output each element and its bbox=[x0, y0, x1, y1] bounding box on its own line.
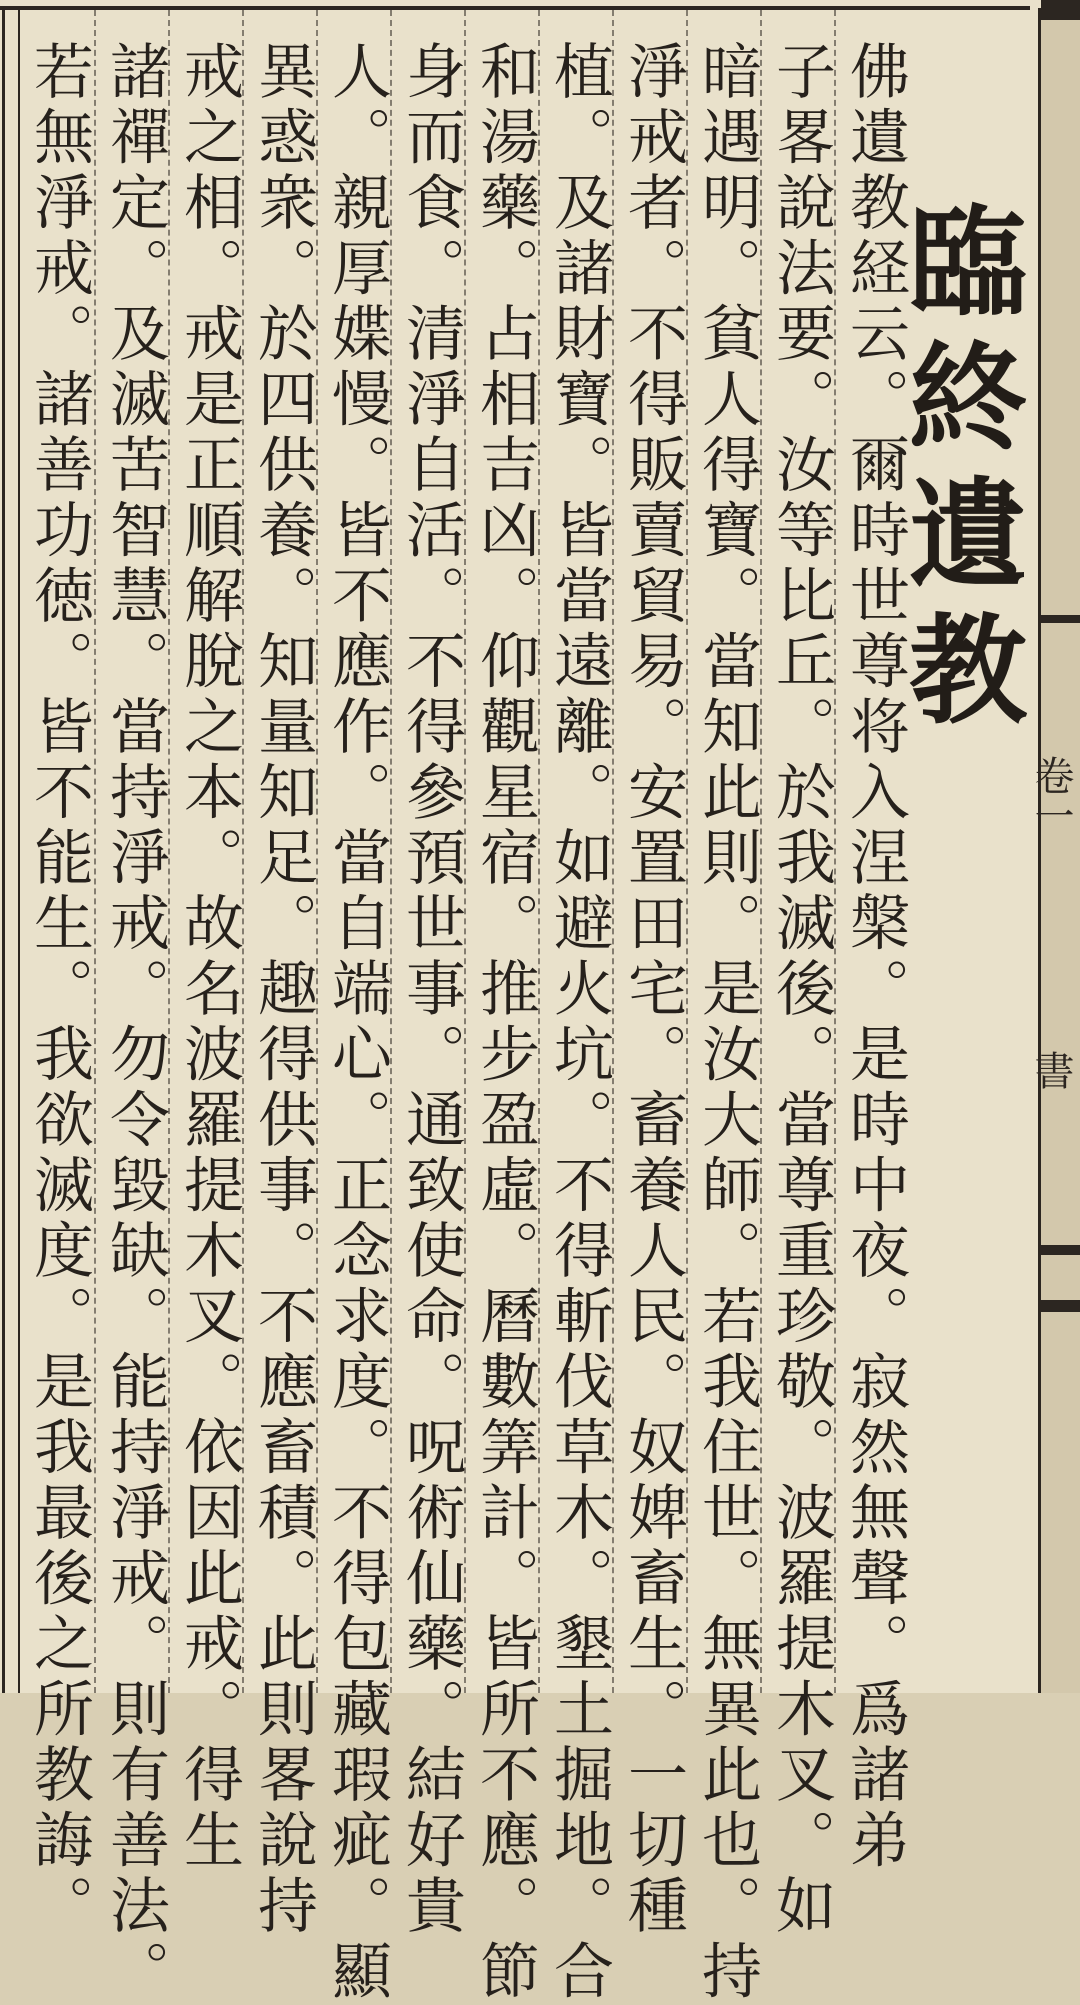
fold-mark bbox=[1041, 615, 1080, 623]
text-column: 若無淨戒。諸善功徳。皆不能生。我欲滅度。是我最後之所教誨。 bbox=[24, 40, 94, 1940]
text-column: 戒之相。戒是正順解脫之本。故名波羅提木叉。依因此戒。得生 bbox=[174, 40, 244, 1874]
fold-mark bbox=[1041, 0, 1080, 20]
text-column: 子畧說法要。汝等比丘。於我滅後。當尊重珍敬。波羅提木叉。如 bbox=[766, 40, 836, 1940]
text-column: 淨戒者。不得販賣貿易。安置田宅。畜養人民。奴婢畜生。一切種 bbox=[618, 40, 688, 1940]
left-inner-border bbox=[18, 8, 20, 1693]
text-column: 異惑衆。於四供養。知量知足。趣得供事。不應畜積。此則畧說持 bbox=[248, 40, 318, 1940]
text-column: 身而食。清淨自活。不得參預世事。通致使命。呪術仙藥。結好貴 bbox=[396, 40, 466, 1940]
fold-volume-label: 卷一 bbox=[1028, 755, 1074, 835]
top-border-rule bbox=[0, 6, 1030, 10]
text-column: 暗遇明。貧人得寶。當知此則。是汝大師。若我住世。無異此也。持 bbox=[692, 40, 762, 2005]
fold-mark bbox=[1041, 1300, 1080, 1312]
left-outer-border bbox=[2, 8, 5, 1693]
text-column: 和湯藥。占相吉凶。仰觀星宿。推步盈虛。曆數筭計。皆所不應。節 bbox=[470, 40, 540, 2005]
page-fold-strip bbox=[1028, 0, 1080, 1693]
text-column: 佛遺教経云。爾時世尊将入涅槃。是時中夜。寂然無聲。爲諸弟 bbox=[840, 40, 910, 1874]
text-column: 植。及諸財寶。皆當遠離。如避火坑。不得斬伐草木。墾土掘地。合 bbox=[544, 40, 614, 2005]
text-column: 人。親厚媟慢。皆不應作。當自端心。正念求度。不得包藏瑕疵。顯 bbox=[322, 40, 392, 2005]
fold-mark bbox=[1041, 1245, 1080, 1255]
page-title: 臨終遺教 bbox=[889, 200, 1028, 744]
fold-book-label: 書 bbox=[1028, 1050, 1074, 1090]
text-column: 諸禪定。及滅苦智慧。當持淨戒。勿令毀缺。能持淨戒。則有善法。 bbox=[100, 40, 170, 2005]
